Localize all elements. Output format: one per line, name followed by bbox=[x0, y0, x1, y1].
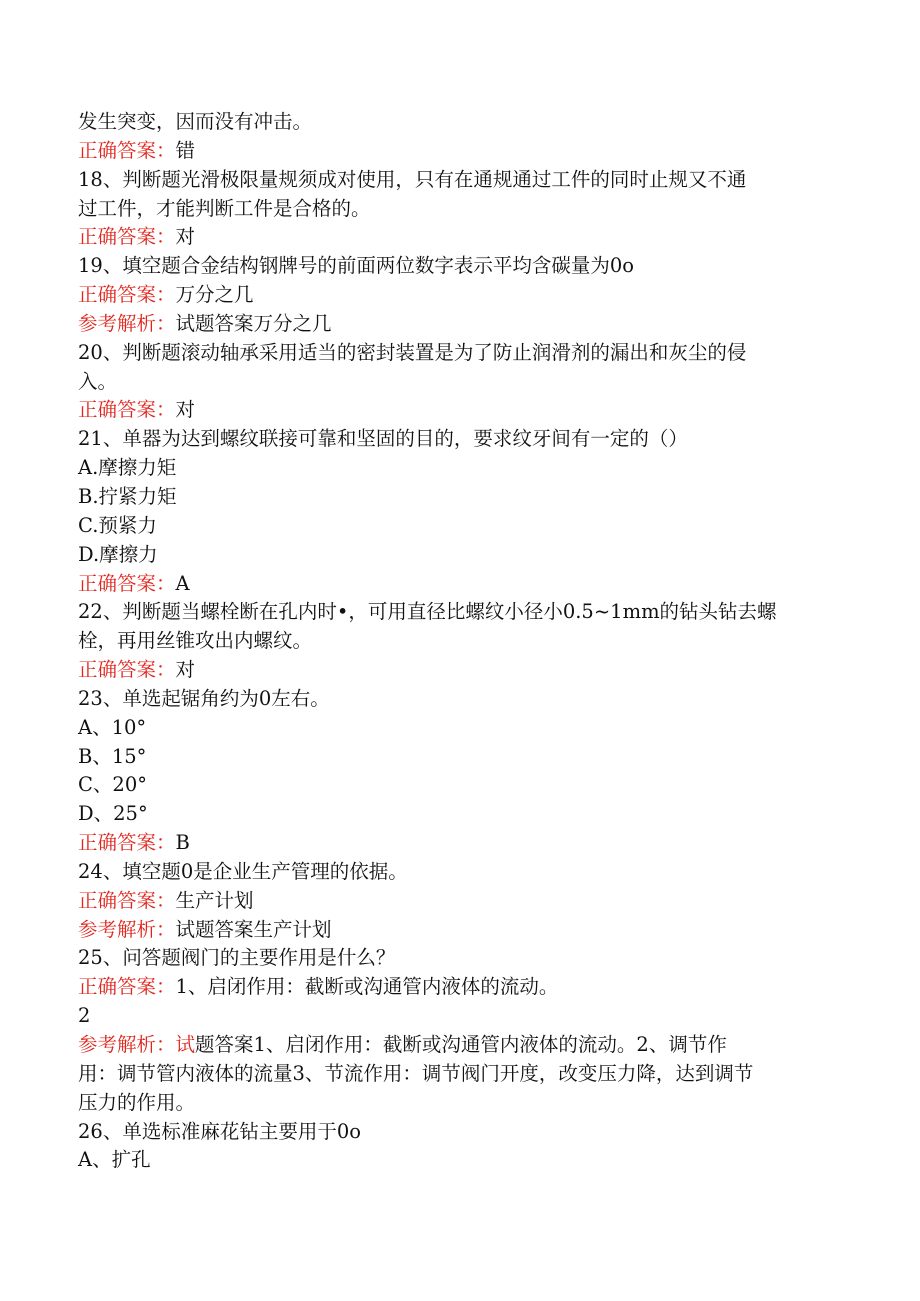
line-text: 对 bbox=[175, 225, 196, 249]
line-text: 试题答案生产计划 bbox=[175, 917, 332, 941]
line-text: 试题答案万分之几 bbox=[175, 311, 332, 335]
line-text: A.摩擦力矩 bbox=[78, 456, 177, 480]
answer-line bbox=[78, 570, 848, 599]
answer-line bbox=[78, 137, 848, 166]
line-text: 23、单选起锯角约为0左右。 bbox=[78, 686, 330, 710]
line-text: A、扩孔 bbox=[78, 1148, 151, 1172]
answer-line bbox=[78, 281, 848, 310]
text-line bbox=[78, 627, 848, 656]
text-line bbox=[78, 714, 848, 743]
text-line bbox=[78, 541, 848, 570]
line-text: 发生突变，因而没有冲击。 bbox=[78, 110, 313, 133]
line-text: D.摩擦力 bbox=[78, 542, 158, 566]
text-line bbox=[78, 598, 848, 627]
line-text: 22、判断题当螺栓断在孔内时•，可用直径比螺纹小径小0.5~1mm的钻头钻去螺 bbox=[78, 600, 777, 624]
line-text: B、15° bbox=[78, 744, 147, 768]
text-line bbox=[78, 166, 848, 195]
text-line bbox=[78, 368, 848, 397]
line-text: A、10° bbox=[78, 715, 147, 739]
text-line bbox=[78, 195, 848, 224]
text-line bbox=[78, 454, 848, 483]
line-text: A bbox=[175, 571, 190, 595]
line-text: 26、单选标准麻花钻主要用于0o bbox=[78, 1119, 361, 1143]
answer-line bbox=[78, 829, 848, 858]
text-line bbox=[78, 685, 848, 714]
answer-line bbox=[78, 223, 848, 252]
line-text: B bbox=[175, 831, 190, 855]
answer-line bbox=[78, 887, 848, 916]
text-line bbox=[78, 858, 848, 887]
text-line bbox=[78, 339, 848, 368]
answer-label: 正确答案： bbox=[78, 888, 176, 912]
text-line bbox=[78, 771, 848, 800]
line-text: D、25° bbox=[78, 802, 148, 826]
line-text: 1、启闭作用：截断或沟通管内液体的流动。 bbox=[175, 975, 559, 999]
answer-line bbox=[78, 916, 848, 945]
line-text: 生产计划 bbox=[175, 888, 254, 912]
text-line bbox=[78, 108, 848, 137]
answer-label: 正确答案： bbox=[78, 283, 176, 307]
text-line bbox=[78, 425, 848, 454]
answer-label: 正确答案： bbox=[78, 225, 176, 249]
answer-label: 正确答案： bbox=[78, 831, 176, 855]
text-line bbox=[78, 512, 848, 541]
line-text: 21、单器为达到螺纹联接可靠和坚固的目的，要求纹牙间有一定的（） bbox=[78, 427, 688, 451]
line-text: C.预紧力 bbox=[78, 513, 157, 537]
line-text: 入。 bbox=[78, 369, 118, 393]
line-text: 对 bbox=[175, 658, 196, 682]
text-line bbox=[78, 944, 848, 973]
text-line bbox=[78, 1146, 848, 1175]
answer-label: 正确答案： bbox=[78, 658, 176, 682]
answer-line bbox=[78, 973, 848, 1002]
line-text: 过工件，才能判断工件是合格的。 bbox=[78, 196, 371, 220]
text-line bbox=[78, 1118, 848, 1147]
text-line bbox=[78, 1089, 848, 1118]
answer-label: 参考解析：试 bbox=[78, 1033, 196, 1056]
line-text: 栓，再用丝锥攻出内螺纹。 bbox=[78, 629, 313, 653]
line-text: B.拧紧力矩 bbox=[78, 484, 177, 508]
text-line bbox=[78, 252, 848, 281]
text-line bbox=[78, 483, 848, 512]
line-text: 题答案1、启闭作用：截断或沟通管内液体的流动。2、调节作 bbox=[195, 1033, 727, 1056]
answer-line bbox=[78, 1031, 848, 1060]
line-text: 25、问答题阀门的主要作用是什么？ bbox=[78, 946, 396, 970]
line-text: 18、判断题光滑极限量规须成对使用，只有在通规通过工件的同时止规又不通 bbox=[78, 167, 747, 191]
answer-line bbox=[78, 310, 848, 339]
text-line bbox=[78, 1060, 848, 1089]
answer-label: 参考解析： bbox=[78, 311, 176, 335]
answer-label: 参考解析： bbox=[78, 917, 176, 941]
text-line bbox=[78, 1002, 848, 1031]
line-text: 19、填空题合金结构钢牌号的前面两位数字表示平均含碳量为0o bbox=[78, 254, 634, 278]
line-text: 用：调节管内液体的流量3、节流作用：调节阀门开度，改变压力降，达到调节 bbox=[78, 1061, 754, 1085]
line-text: C、20° bbox=[78, 773, 147, 797]
line-text: 20、判断题滚动轴承采用适当的密封装置是为了防止润滑剂的漏出和灰尘的侵 bbox=[78, 340, 747, 364]
answer-label: 正确答案： bbox=[78, 975, 176, 999]
line-text: 压力的作用。 bbox=[78, 1090, 196, 1114]
line-text: 对 bbox=[175, 398, 196, 422]
answer-label: 正确答案： bbox=[78, 398, 176, 422]
document-page bbox=[78, 108, 848, 1175]
line-text: 24、填空题0是企业生产管理的依据。 bbox=[78, 859, 408, 883]
line-text: 万分之几 bbox=[175, 283, 254, 307]
line-text: 2 bbox=[78, 1004, 91, 1028]
text-line bbox=[78, 800, 848, 829]
answer-label: 正确答案： bbox=[78, 571, 176, 595]
text-line bbox=[78, 743, 848, 772]
answer-line bbox=[78, 396, 848, 425]
answer-label: 正确答案： bbox=[78, 138, 176, 162]
line-text: 错 bbox=[175, 138, 196, 162]
answer-line bbox=[78, 656, 848, 685]
